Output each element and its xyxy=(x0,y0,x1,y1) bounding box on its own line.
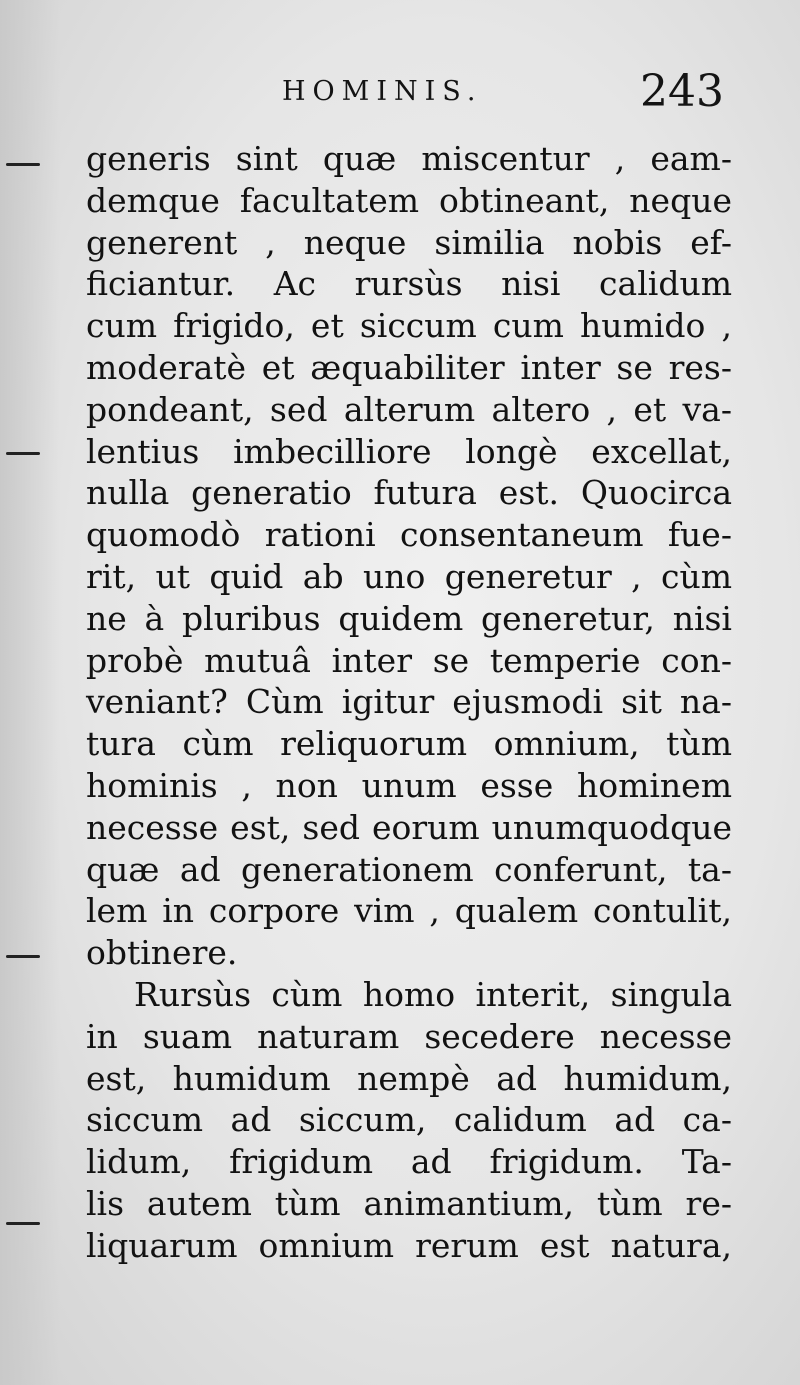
margin-mark xyxy=(6,163,40,166)
text-line: generis sint quæ miscentur , eam- xyxy=(86,139,732,178)
text-line: generent , neque similia nobis ef- xyxy=(86,222,732,262)
margin-mark xyxy=(6,955,40,958)
text-line: siccum ad siccum, calidum ad ca- xyxy=(86,1100,732,1140)
text-line: nulla generatio futura est. Quocirca xyxy=(86,473,732,513)
paragraph-2 xyxy=(86,974,732,1267)
body-text xyxy=(86,138,732,1267)
text-line: rit, ut quid ab uno generetur , cùm xyxy=(86,556,732,596)
text-line: ne à pluribus quidem generetur, nisi xyxy=(86,598,732,638)
text-line: veniant? Cùm igitur ejusmodi sit na- xyxy=(86,682,732,722)
text-line: cum frigido, et siccum cum humido , xyxy=(86,306,732,346)
margin-mark xyxy=(6,1222,40,1225)
text-line: demque facultatem obtineant, neque xyxy=(86,180,732,220)
running-head: HOMINIS. xyxy=(282,76,483,107)
text-line: quæ ad generationem conferunt, ta- xyxy=(86,849,732,889)
paragraph-1 xyxy=(86,138,732,974)
text-line: tura cùm reliquorum omnium, tùm xyxy=(86,724,732,764)
page-number: 243 xyxy=(640,66,724,117)
text-line: lidum, frigidum ad frigidum. Ta- xyxy=(86,1142,732,1182)
text-line: quomodò rationi consentaneum fue- xyxy=(86,515,732,555)
text-line: necesse est, sed eorum unumquodque xyxy=(86,807,732,847)
text-line: hominis , non unum esse hominem xyxy=(86,765,732,805)
text-line: liquarum omnium rerum est natura, xyxy=(86,1225,732,1265)
gutter-shadow xyxy=(0,0,60,1385)
page-header xyxy=(0,66,800,132)
text-line: pondeant, sed alterum altero , et va- xyxy=(86,389,732,429)
text-line: Rursùs cùm homo interit, singula xyxy=(134,974,732,1014)
text-line: lis autem tùm animantium, tùm re- xyxy=(86,1183,732,1223)
text-line: lentius imbecilliore longè excellat, xyxy=(86,431,732,471)
text-line: est, humidum nempè ad humidum, xyxy=(86,1058,732,1098)
text-line: in suam naturam secedere necesse xyxy=(86,1016,732,1056)
text-line: probè mutuâ inter se temperie con- xyxy=(86,640,732,680)
text-line: ficiantur. Ac rursùs nisi calidum xyxy=(86,264,732,304)
text-line: moderatè et æquabiliter inter se res- xyxy=(86,347,732,387)
text-line: obtinere. xyxy=(86,933,238,973)
margin-mark xyxy=(6,452,40,455)
text-line: lem in corpore vim , qualem contulit, xyxy=(86,891,732,931)
